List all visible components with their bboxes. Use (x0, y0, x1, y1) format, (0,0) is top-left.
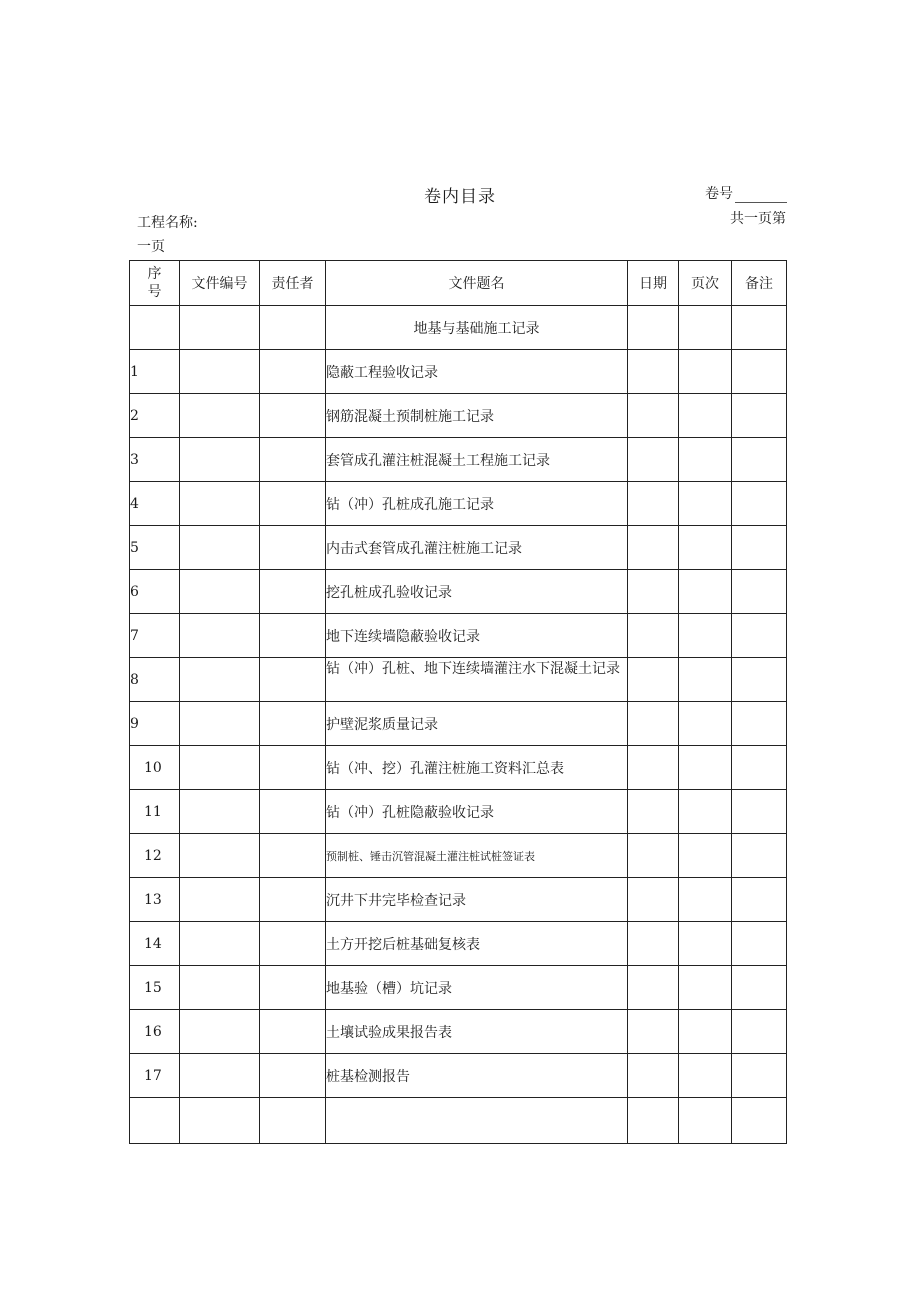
project-name-label: 工程名称: (137, 215, 198, 231)
column-header-page: 页次 (679, 261, 732, 306)
column-header-responsible: 责任者 (260, 261, 326, 306)
cell-page (679, 702, 732, 746)
cell-responsible (260, 790, 326, 834)
cell-empty (130, 1098, 180, 1144)
cell-page (679, 438, 732, 482)
cell-doc-no (180, 482, 260, 526)
table-header-row (130, 261, 787, 306)
row-seq: 3 (130, 438, 180, 482)
page-count-left: 一页 (137, 239, 165, 255)
cell-date (628, 702, 679, 746)
cell-page (679, 658, 732, 702)
cell-date (628, 526, 679, 570)
row-seq: 6 (130, 570, 180, 614)
cell-doc-no (180, 614, 260, 658)
cell-doc-no (180, 394, 260, 438)
page-count-right: 共一页第 (730, 211, 786, 227)
cell-date (628, 1054, 679, 1098)
cell-empty (628, 306, 679, 350)
row-seq: 13 (130, 878, 180, 922)
cell-date (628, 482, 679, 526)
column-header-doc-title: 文件题名 (326, 261, 628, 306)
table-row (130, 350, 787, 394)
row-title: 套管成孔灌注桩混凝土工程施工记录 (326, 438, 628, 482)
cell-page (679, 1010, 732, 1054)
cell-responsible (260, 526, 326, 570)
table-row (130, 658, 787, 702)
cell-date (628, 394, 679, 438)
row-seq: 2 (130, 394, 180, 438)
cell-date (628, 834, 679, 878)
row-title: 隐蔽工程验收记录 (326, 350, 628, 394)
cell-doc-no (180, 438, 260, 482)
cell-page (679, 614, 732, 658)
table-row (130, 614, 787, 658)
cell-responsible (260, 1054, 326, 1098)
cell-doc-no (180, 526, 260, 570)
cell-date (628, 438, 679, 482)
table-row (130, 570, 787, 614)
table-row (130, 438, 787, 482)
row-seq: 10 (130, 746, 180, 790)
cell-note (732, 350, 787, 394)
row-title: 钻（冲）孔桩、地下连续墙灌注水下混凝土记录 (326, 661, 620, 677)
cell-page (679, 570, 732, 614)
row-title: 钻（冲、挖）孔灌注桩施工资料汇总表 (326, 746, 628, 790)
table-row (130, 878, 787, 922)
cell-page (679, 790, 732, 834)
cell-doc-no (180, 658, 260, 702)
cell-doc-no (180, 922, 260, 966)
row-title: 护壁泥浆质量记录 (326, 702, 628, 746)
row-seq: 14 (130, 922, 180, 966)
cell-responsible (260, 658, 326, 702)
cell-empty (732, 1098, 787, 1144)
table-row (130, 790, 787, 834)
cell-date (628, 614, 679, 658)
cell-page (679, 526, 732, 570)
volume-number (705, 183, 787, 203)
cell-date (628, 922, 679, 966)
column-header-date: 日期 (628, 261, 679, 306)
cell-note (732, 702, 787, 746)
row-title: 预制桩、锤击沉管混凝土灌注桩试桩签证表 (326, 834, 628, 878)
cell-page (679, 482, 732, 526)
row-title: 桩基检测报告 (326, 1054, 628, 1098)
cell-doc-no (180, 790, 260, 834)
row-title: 沉井下井完毕检查记录 (326, 878, 628, 922)
cell-responsible (260, 702, 326, 746)
cell-doc-no (180, 878, 260, 922)
cell-responsible (260, 878, 326, 922)
row-seq: 4 (130, 482, 180, 526)
cell-note (732, 438, 787, 482)
cell-empty (260, 1098, 326, 1144)
row-seq: 7 (130, 614, 180, 658)
table-row (130, 834, 787, 878)
cell-empty (679, 1098, 732, 1144)
cell-date (628, 350, 679, 394)
cell-date (628, 878, 679, 922)
cell-responsible (260, 438, 326, 482)
volume-number-label: 卷号 (705, 186, 733, 202)
table-row (130, 702, 787, 746)
volume-number-blank (735, 188, 787, 203)
cell-doc-no (180, 350, 260, 394)
cell-note (732, 394, 787, 438)
cell-responsible (260, 966, 326, 1010)
row-title: 内击式套管成孔灌注桩施工记录 (326, 526, 628, 570)
row-title: 钻（冲）孔桩隐蔽验收记录 (326, 790, 628, 834)
cell-page (679, 966, 732, 1010)
cell-page (679, 834, 732, 878)
cell-page (679, 922, 732, 966)
cell-empty (180, 1098, 260, 1144)
row-seq: 16 (130, 1010, 180, 1054)
cell-note (732, 922, 787, 966)
table-row (130, 394, 787, 438)
cell-note (732, 878, 787, 922)
row-seq: 12 (130, 834, 180, 878)
cell-doc-no (180, 746, 260, 790)
cell-responsible (260, 922, 326, 966)
cell-note (732, 834, 787, 878)
cell-page (679, 878, 732, 922)
cell-note (732, 570, 787, 614)
row-seq: 8 (130, 658, 180, 702)
cell-date (628, 966, 679, 1010)
cell-note (732, 614, 787, 658)
cell-date (628, 658, 679, 702)
cell-note (732, 526, 787, 570)
cell-note (732, 746, 787, 790)
cell-doc-no (180, 702, 260, 746)
table-row (130, 1054, 787, 1098)
row-title: 地基验（槽）坑记录 (326, 966, 628, 1010)
empty-row (130, 1098, 787, 1144)
cell-date (628, 746, 679, 790)
cell-note (732, 1010, 787, 1054)
page-title: 卷内目录 (424, 187, 496, 207)
table-row (130, 966, 787, 1010)
cell-doc-no (180, 966, 260, 1010)
cell-empty (180, 306, 260, 350)
cell-doc-no (180, 1054, 260, 1098)
cell-empty (679, 306, 732, 350)
row-seq: 11 (130, 790, 180, 834)
row-title: 土方开挖后桩基础复核表 (326, 922, 628, 966)
row-title: 钻（冲）孔桩成孔施工记录 (326, 482, 628, 526)
cell-empty (628, 1098, 679, 1144)
row-title: 钢筋混凝土预制桩施工记录 (326, 394, 628, 438)
cell-doc-no (180, 570, 260, 614)
cell-empty (732, 306, 787, 350)
cell-date (628, 790, 679, 834)
cell-doc-no (180, 834, 260, 878)
table-row (130, 746, 787, 790)
cell-responsible (260, 746, 326, 790)
row-seq: 1 (130, 350, 180, 394)
cell-page (679, 1054, 732, 1098)
column-header-seq (130, 261, 180, 306)
cell-doc-no (180, 1010, 260, 1054)
cell-empty (326, 1098, 628, 1144)
row-seq: 9 (130, 702, 180, 746)
column-header-doc-no: 文件编号 (180, 261, 260, 306)
contents-table (129, 260, 787, 1144)
cell-responsible (260, 350, 326, 394)
cell-empty (130, 306, 180, 350)
table-row (130, 526, 787, 570)
cell-note (732, 482, 787, 526)
row-title-cell (326, 658, 628, 702)
row-title: 挖孔桩成孔验收记录 (326, 570, 628, 614)
table-row (130, 482, 787, 526)
cell-responsible (260, 570, 326, 614)
section-row (130, 306, 787, 350)
cell-note (732, 1054, 787, 1098)
cell-note (732, 790, 787, 834)
row-seq: 17 (130, 1054, 180, 1098)
row-seq: 15 (130, 966, 180, 1010)
cell-responsible (260, 482, 326, 526)
cell-responsible (260, 394, 326, 438)
cell-date (628, 570, 679, 614)
cell-date (628, 1010, 679, 1054)
cell-note (732, 966, 787, 1010)
table-row (130, 922, 787, 966)
cell-responsible (260, 614, 326, 658)
cell-responsible (260, 834, 326, 878)
cell-page (679, 350, 732, 394)
cell-responsible (260, 1010, 326, 1054)
cell-page (679, 394, 732, 438)
row-seq: 5 (130, 526, 180, 570)
row-title: 地下连续墙隐蔽验收记录 (326, 614, 628, 658)
column-header-note: 备注 (732, 261, 787, 306)
cell-page (679, 746, 732, 790)
cell-empty (260, 306, 326, 350)
column-header-seq-line1: 序 (147, 266, 162, 282)
table-row (130, 1010, 787, 1054)
section-title: 地基与基础施工记录 (326, 306, 628, 350)
cell-note (732, 658, 787, 702)
column-header-seq-line2: 号 (147, 284, 162, 300)
row-title: 土壤试验成果报告表 (326, 1010, 628, 1054)
